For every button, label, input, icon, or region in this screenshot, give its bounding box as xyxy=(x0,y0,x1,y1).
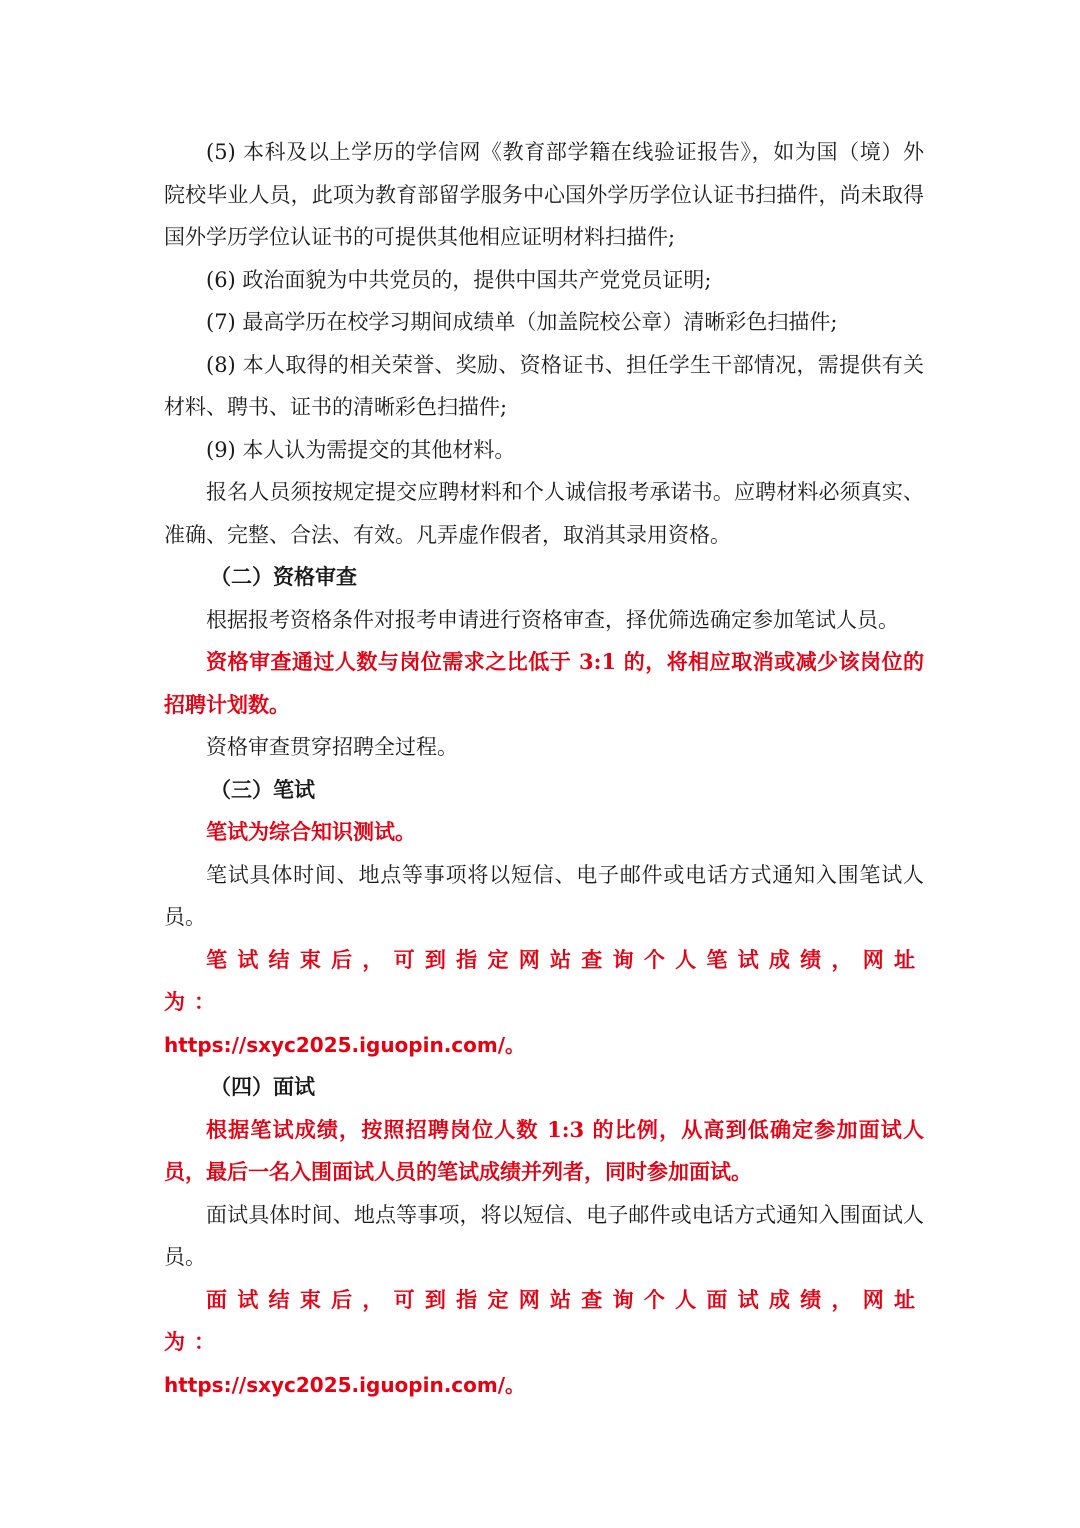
material-item-5: (5) 本科及以上学历的学信网《教育部学籍在线验证报告》，如为国（境）外院校毕业人员，此项为教育部留学服务中心国外学历学位认证书扫描件，尚未取得国外学历学位认证书的可提供其他相应证明材料扫描件; xyxy=(164,140,924,249)
written-exam-score-url: https://sxyc2025.iguopin.com/。 xyxy=(164,1032,526,1057)
qualification-ratio-notice: 资格审查通过人数与岗位需求之比低于 3:1 的，将相应取消或减少该岗位的招聘计划数。 xyxy=(164,649,924,717)
written-exam-notice: 笔试具体时间、地点等事项将以短信、电子邮件或电话方式通知入围笔试人员。 xyxy=(164,862,924,929)
section-heading-interview: （四）面试 xyxy=(210,1074,315,1099)
interview-selection-rule: 根据笔试成绩，按照招聘岗位人数 1:3 的比例，从高到低确定参加面试人员，最后一名入围面试人员的笔试成绩并列者，同时参加面试。 xyxy=(164,1116,924,1184)
written-exam-score-query xyxy=(164,939,924,1067)
qualification-review-scope: 资格审查贯穿招聘全过程。 xyxy=(206,735,458,759)
section-heading-written-exam: （三）笔试 xyxy=(210,776,315,802)
interview-score-query xyxy=(164,1279,924,1407)
submission-note: 报名人员须按规定提交应聘材料和个人诚信报考承诺书。应聘材料必须真实、准确、完整、合法、有效。凡弄虚作假者，取消其录用资格。 xyxy=(164,480,924,547)
material-item-9: (9) 本人认为需提交的其他材料。 xyxy=(206,437,516,462)
material-item-6: (6) 政治面貌为中共党员的，提供中国共产党党员证明; xyxy=(206,267,712,292)
written-exam-score-text: 笔试结束后，可到指定网站查询个人笔试成绩，网址为： xyxy=(164,946,924,1014)
interview-score-url: https://sxyc2025.iguopin.com/。 xyxy=(164,1372,526,1397)
material-item-7: (7) 最高学历在校学习期间成绩单（加盖院校公章）清晰彩色扫描件; xyxy=(206,310,838,334)
interview-score-text: 面试结束后，可到指定网站查询个人面试成绩，网址为： xyxy=(164,1286,924,1354)
written-exam-type: 笔试为综合知识测试。 xyxy=(206,819,416,844)
material-item-8: (8) 本人取得的相关荣誉、奖励、资格证书、担任学生干部情况，需提供有关材料、聘书、证书的清晰彩色扫描件; xyxy=(164,352,924,419)
document-body xyxy=(164,131,924,1406)
section-heading-qualification-review: （二）资格审查 xyxy=(210,564,357,589)
qualification-review-text: 根据报考资格条件对报考申请进行资格审查，择优筛选确定参加笔试人员。 xyxy=(206,607,899,632)
interview-notice: 面试具体时间、地点等事项，将以短信、电子邮件或电话方式通知入围面试人员。 xyxy=(164,1202,924,1269)
